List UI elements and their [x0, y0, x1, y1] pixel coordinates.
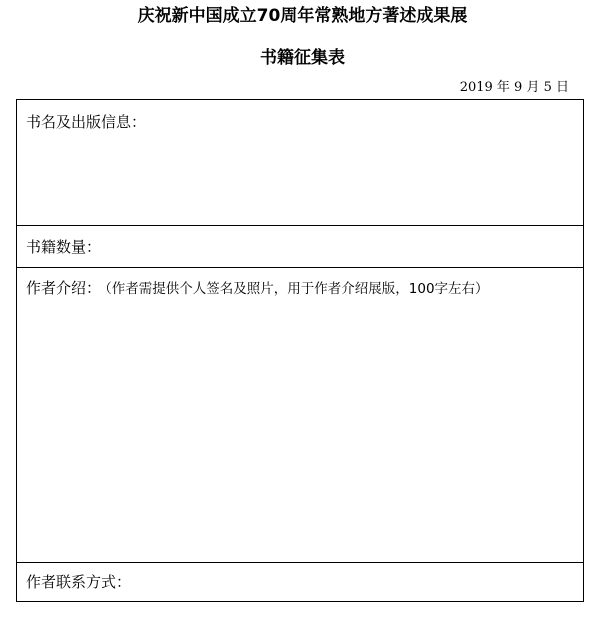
author-intro-label: 作者介绍：: [26, 279, 102, 297]
quantity-cell[interactable]: [17, 225, 583, 267]
author-intro-cell[interactable]: [17, 267, 583, 562]
form-date: 2019 年 9 月 5 日: [459, 80, 569, 95]
book-info-cell[interactable]: [17, 100, 583, 225]
form-subtitle: 书籍征集表: [260, 48, 345, 68]
author-intro-note: （作者需提供个人签名及照片，用于作者介绍展版，100字左右）: [105, 281, 489, 297]
contact-label: 作者联系方式：: [26, 573, 132, 591]
book-info-label: 书名及出版信息：: [26, 113, 147, 131]
collection-form-table: [16, 99, 584, 602]
quantity-label: 书籍数量：: [26, 238, 102, 256]
author-intro-label-line: [26, 279, 489, 298]
document-title: 庆祝新中国成立70周年常熟地方著述成果展: [137, 6, 468, 26]
contact-cell[interactable]: [17, 562, 583, 601]
